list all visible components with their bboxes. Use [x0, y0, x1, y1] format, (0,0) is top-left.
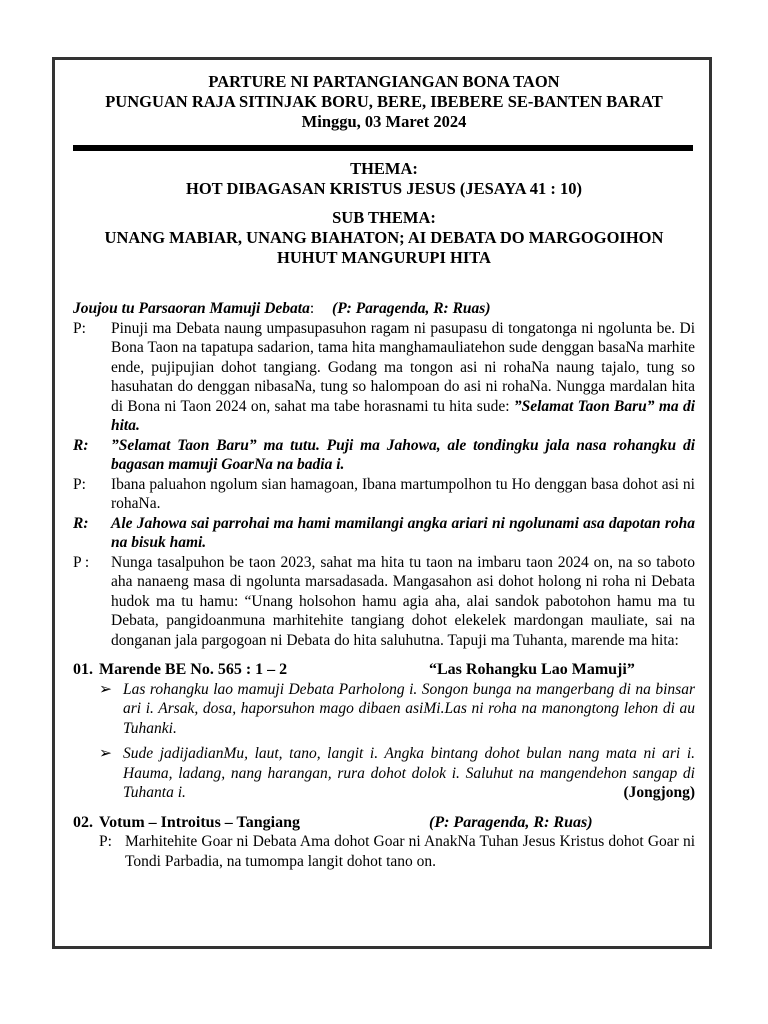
section-heading-02: [73, 813, 695, 833]
arrow-bullet-icon: ➢: [99, 680, 112, 698]
liturgy-item: [73, 553, 695, 651]
header-title: PARTURE NI PARTANGIANGAN BONA TAON: [208, 72, 560, 91]
theme-text: HOT DIBAGASAN KRISTUS JESUS (JESAYA 41 : 10): [186, 179, 582, 198]
liturgy-text: ”Selamat Taon Baru” ma tutu. Puji ma Jahowa, ale tondingku jala nasa rohangku di bagasan mamuji GoarNa na badia i.: [111, 436, 695, 473]
section-title: Votum – Introitus – Tangiang: [99, 813, 300, 831]
hymn-verse-text: Las rohangku lao mamuji Debata Parholong i. Songon bunga na mangerbang di na binsar ari i. Arsak, dosa, haporsuhon mago dibaen asiMi.Las ni roha na manongtong lehon di au Tuhanki.: [123, 680, 695, 737]
speaker-label: P:: [99, 833, 112, 850]
intro-heading: [73, 299, 695, 319]
header-divider: [73, 145, 693, 151]
theme-block: [75, 159, 693, 268]
speaker-label: P:: [73, 319, 86, 337]
section-heading-01: [73, 660, 695, 680]
sub-theme-label: SUB THEMA:: [332, 208, 436, 227]
hymn-verse-text: Sude jadijadianMu, laut, tano, langit i. Angka bintang dohot bulan nang mata ni ari i. Hauma, ladang, nang harangan, rura dohot dolok i. Saluhut na mangendehon sangap di Tuhanta i.: [123, 745, 695, 801]
document-header: [75, 72, 693, 132]
header-organization: PUNGUAN RAJA SITINJAK BORU, BERE, IBEBERE SE-BANTEN BARAT: [105, 92, 663, 111]
liturgy-text: Nunga tasalpuhon be taon 2023, sahat ma hita tu taon na imbaru taon 2024 on, na so taboto aha nanaeng masa di ngolunta marsadasada. Mangasahon asi dohot holong ni roha ni Debata hudok ma tu hamu: “Unang holsohon hamu agia aha, alai sandok pabotohon hamu ma tu Debata, pangidoanmuna marhitehite tangiang dohot elekelek mardongan mauliate, sai na donganan jala pargogoan ni Debata do hita saluhutna. Tapuji ma Tuhanta, marende ma hita:: [111, 553, 695, 649]
liturgy-item: [73, 475, 695, 514]
liturgy-text: Ibana paluahon ngolum sian hamagoan, Ibana martumpolhon tu Ho denggan basa dohot asi ni rohaNa.: [111, 475, 695, 512]
hymn-verse: [99, 680, 695, 739]
sub-theme-line-1: UNANG MABIAR, UNANG BIAHATON; AI DEBATA DO MARGOGOIHON: [104, 228, 664, 247]
intro-colon: :: [309, 300, 315, 317]
liturgy-text: Marhitehite Goar ni Debata Ama dohot Goar ni AnakNa Tuhan Jesus Kristus dohot Goar ni Tondi Parbadia, na tumompa langit dohot tano on.: [125, 833, 695, 870]
intro-title: Joujou tu Parsaoran Mamuji Debata: [73, 300, 310, 317]
header-date: Minggu, 03 Maret 2024: [301, 112, 467, 131]
section-roles: (P: Paragenda, R: Ruas): [429, 813, 593, 831]
hymn-verse: [99, 744, 695, 803]
liturgy-item: [73, 514, 695, 553]
posture-note: (Jongjong): [623, 784, 695, 801]
speaker-label: R:: [73, 514, 89, 532]
section-title: Marende BE No. 565 : 1 – 2: [99, 661, 288, 678]
liturgy-text: Ale Jahowa sai parrohai ma hami mamilangi angka ariari ni ngolunami asa dapotan roha na bisuk hami.: [111, 514, 695, 551]
theme-label: THEMA:: [350, 159, 418, 178]
liturgy-item: [73, 436, 695, 475]
intro-roles: (P: Paragenda, R: Ruas): [332, 300, 491, 317]
arrow-bullet-icon: ➢: [99, 745, 112, 762]
liturgy-body: [73, 299, 695, 871]
section-number: 01.: [73, 661, 93, 678]
speaker-label: R:: [73, 436, 89, 454]
liturgy-text: Pinuji ma Debata naung umpasupasuhon ragam ni pasupasu di tongatonga ni ngolunta be. Di Bona Taon na tapatupa sadarion, tama hita manghamauliatehon sude denggan basaNa marhite ende, pujipujian dohot tangiang. Godang ma tongon asi ni rohaNa naung tajalo, tung so hasuhatan do denggan nibasaNa, tung so halompoan do asi ni rohaNa. Nungga mardalan hita di Bona ni Taon 2024 on, sahat ma tabe horasnami tu hita sude:: [111, 319, 695, 415]
liturgy-item: [73, 319, 695, 436]
liturgy-item: [99, 832, 695, 871]
liturgy-tail: ”Selamat Taon Baru” ma di hita.: [111, 397, 695, 434]
speaker-label: P:: [73, 475, 86, 493]
hymn-title: “Las Rohangku Lao Mamuji”: [429, 661, 635, 678]
sub-theme-line-2: HUHUT MANGURUPI HITA: [277, 248, 491, 267]
speaker-label: P :: [73, 553, 90, 571]
section-number: 02.: [73, 813, 93, 831]
